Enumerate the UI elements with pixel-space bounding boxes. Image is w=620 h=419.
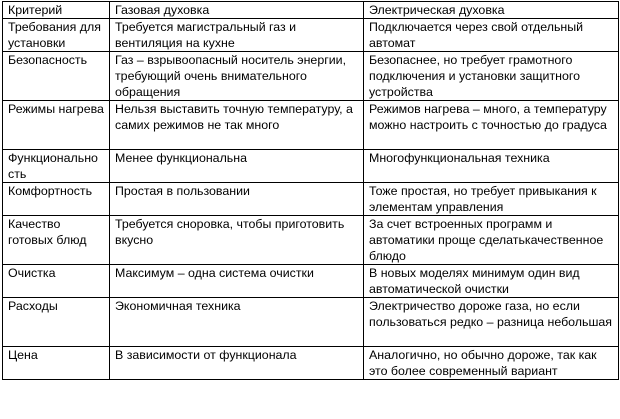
electric-cell: Тоже простая, но требует привыкания к элементам управления	[364, 183, 619, 216]
criterion-cell: Требования для установки	[3, 19, 110, 52]
criterion-cell: Очистка	[3, 265, 110, 298]
comparison-table	[2, 1, 619, 380]
criterion-cell: Функциональность	[3, 150, 110, 183]
electric-cell: Многофункциональная техника	[364, 150, 619, 183]
gas-cell: Менее функциональна	[110, 150, 364, 183]
gas-cell: Максимум – одна система очистки	[110, 265, 364, 298]
table-row	[3, 19, 619, 52]
criterion-cell: Комфортность	[3, 183, 110, 216]
gas-cell: Требуется магистральный газ и вентиляция на кухне	[110, 19, 364, 52]
gas-cell: В зависимости от функционала	[110, 347, 364, 380]
table-row	[3, 150, 619, 183]
table-row	[3, 183, 619, 216]
table-row	[3, 216, 619, 265]
table-row	[3, 52, 619, 101]
electric-cell: В новых моделях минимум один вид автоматической очистки	[364, 265, 619, 298]
gas-cell: Простая в пользовании	[110, 183, 364, 216]
electric-cell: Безопаснее, но требует грамотного подключения и установки защитного устройства	[364, 52, 619, 101]
gas-cell: Нельзя выставить точную температуру, а самих режимов не так много	[110, 101, 364, 150]
electric-cell: Электричество дороже газа, но если пользоваться редко – разница небольшая	[364, 298, 619, 347]
header-gas-oven: Газовая духовка	[110, 2, 364, 19]
electric-cell: Подключается через свой отдельный автомат	[364, 19, 619, 52]
electric-cell: Аналогично, но обычно дороже, так как это более современный вариант	[364, 347, 619, 380]
table-row	[3, 347, 619, 380]
criterion-cell: Цена	[3, 347, 110, 380]
header-row	[3, 2, 619, 19]
criterion-cell: Расходы	[3, 298, 110, 347]
gas-cell: Экономичная техника	[110, 298, 364, 347]
table-row	[3, 298, 619, 347]
gas-cell: Требуется сноровка, чтобы приготовить вкусно	[110, 216, 364, 265]
criterion-cell: Режимы нагрева	[3, 101, 110, 150]
header-criterion: Критерий	[3, 2, 110, 19]
criterion-cell: Безопасность	[3, 52, 110, 101]
table-row	[3, 101, 619, 150]
gas-cell: Газ – взрывоопасный носитель энергии, требующий очень внимательного обращения	[110, 52, 364, 101]
electric-cell: Режимов нагрева – много, а температуру можно настроить с точностью до градуса	[364, 101, 619, 150]
criterion-cell: Качество готовых блюд	[3, 216, 110, 265]
header-electric-oven: Электрическая духовка	[364, 2, 619, 19]
electric-cell: За счет встроенных программ и автоматики проще сделатькачественное блюдо	[364, 216, 619, 265]
table-row	[3, 265, 619, 298]
